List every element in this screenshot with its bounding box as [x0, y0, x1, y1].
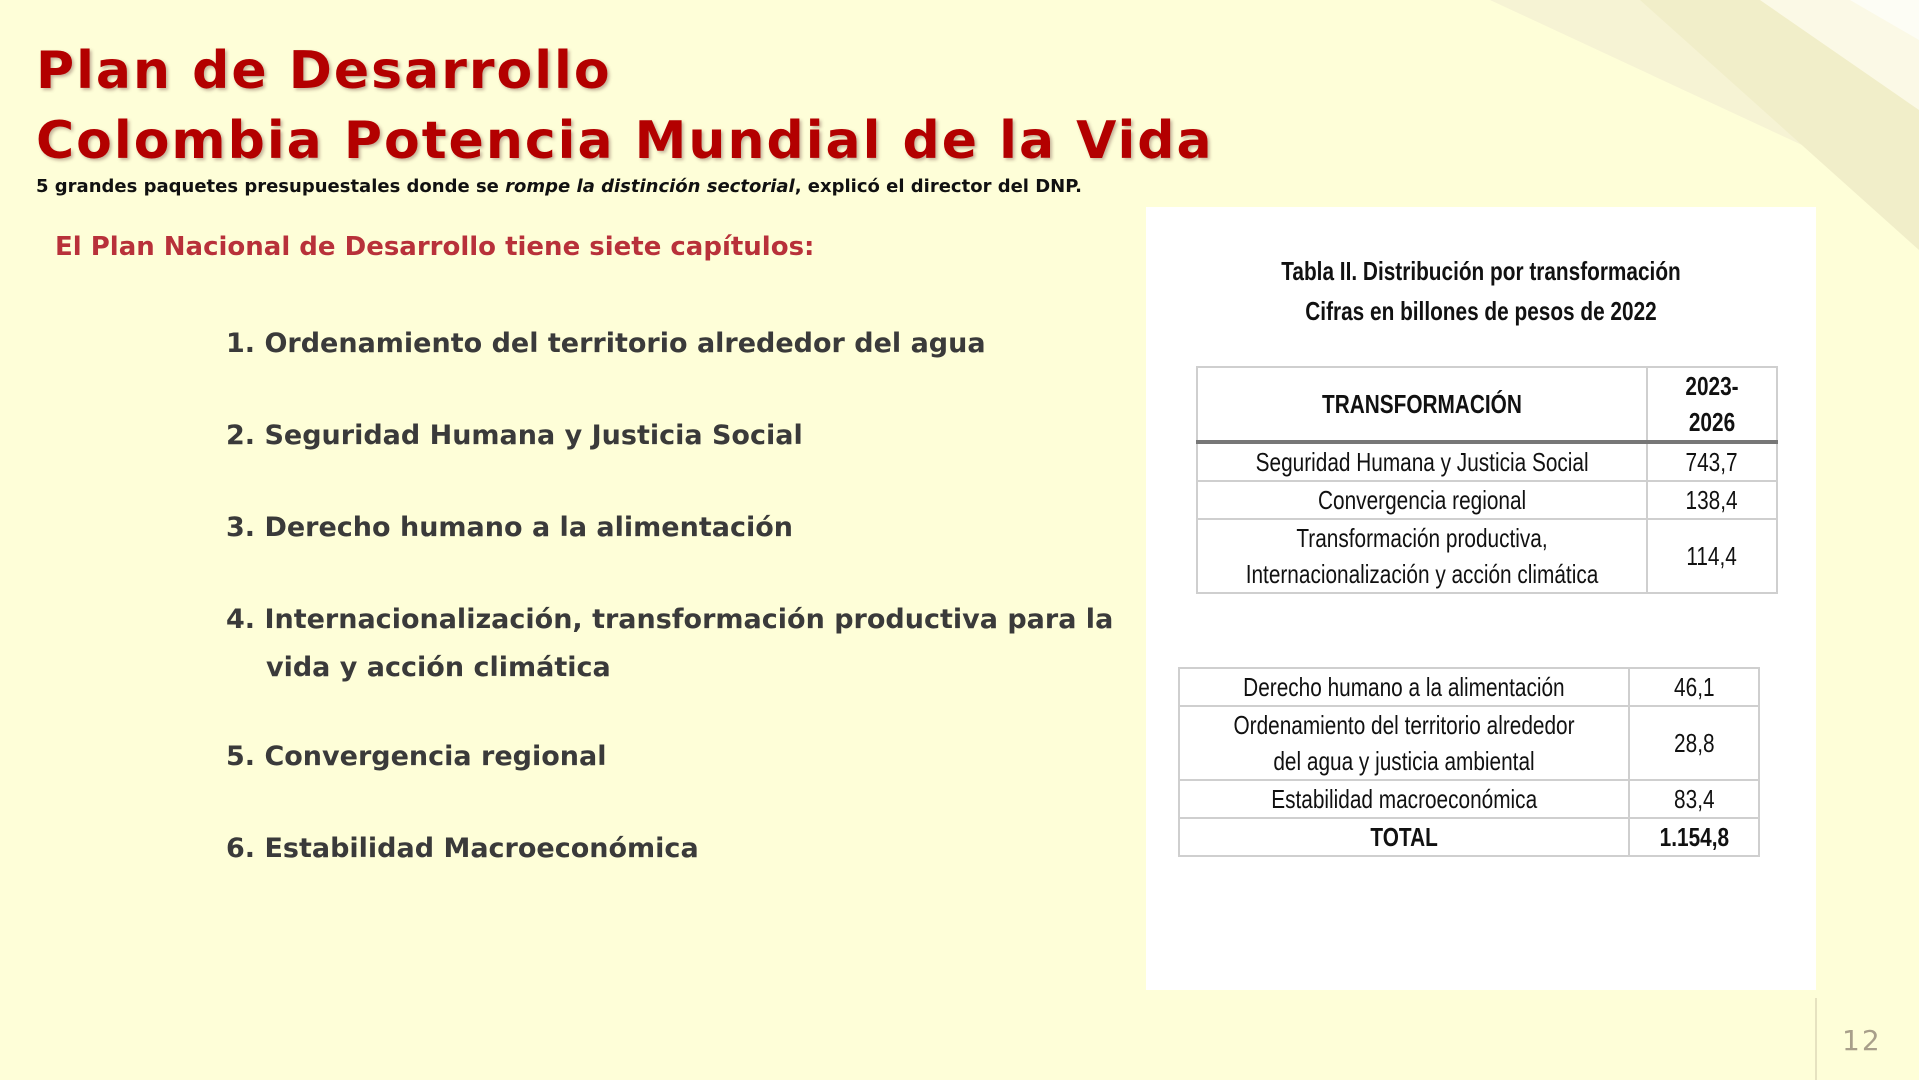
row-label: [1197, 481, 1647, 519]
row-value: [1647, 481, 1777, 519]
row-value-text: 138,4: [1685, 485, 1739, 515]
title-line-1: Plan de Desarrollo: [36, 41, 612, 101]
row-value-text: 83,4: [1673, 784, 1715, 814]
row-value-text: 46,1: [1673, 672, 1715, 702]
total-label: [1179, 818, 1629, 856]
row-label: [1179, 780, 1629, 818]
table-row: [1197, 442, 1777, 481]
subtitle-text-start: 5 grandes paquetes presupuestales donde se: [36, 176, 506, 197]
chapter-text: 6. Estabilidad Macroeconómica: [226, 833, 699, 864]
chapter-text: 2. Seguridad Humana y Justicia Social: [226, 420, 803, 451]
table-row: [1179, 706, 1759, 780]
table-caption-title: Tabla II. Distribución por transformación: [1281, 256, 1681, 286]
table-caption: [1213, 251, 1749, 331]
table-row: [1197, 481, 1777, 519]
page-number: 12: [1842, 1024, 1882, 1057]
header-transformation: [1197, 367, 1647, 442]
row-label-text: Seguridad Humana y Justicia Social: [1255, 447, 1589, 477]
title-line-2: Colombia Potencia Mundial de la Vida: [36, 111, 1214, 171]
row-value-text: 114,4: [1686, 541, 1738, 571]
subtitle-emphasis: rompe la distinción sectorial: [505, 176, 795, 197]
header-period-text: 2023-2026: [1685, 371, 1739, 437]
row-value: [1629, 706, 1759, 780]
chapter-text-continuation: vida y acción climática: [266, 652, 611, 683]
chapter-text: 3. Derecho humano a la alimentación: [226, 512, 793, 543]
table-row: [1179, 780, 1759, 818]
table-caption-units: Cifras en billones de pesos de 2022: [1305, 296, 1657, 326]
chapter-item: [226, 320, 986, 368]
chapter-text: 5. Convergencia regional: [226, 741, 607, 772]
row-label-text: Transformación productiva, Internacionalización y acción climática: [1245, 523, 1599, 589]
chapter-item: [226, 504, 793, 552]
total-label-text: TOTAL: [1370, 822, 1438, 852]
row-value-text: 28,8: [1673, 728, 1715, 758]
footer-divider: [1815, 998, 1817, 1080]
row-value: [1629, 780, 1759, 818]
chapters-intro: El Plan Nacional de Desarrollo tiene siete capítulos:: [55, 232, 815, 262]
transformation-table: [1196, 366, 1778, 594]
subtitle-text-end: , explicó el director del DNP.: [794, 176, 1082, 197]
row-value: [1629, 668, 1759, 706]
table-total-row: [1179, 818, 1759, 856]
row-label-text: Derecho humano a la alimentación: [1243, 672, 1565, 702]
table-row: [1197, 519, 1777, 593]
row-value-text: 743,7: [1685, 447, 1739, 477]
slide-title: [36, 36, 1214, 176]
header-transformation-text: TRANSFORMACIÓN: [1322, 389, 1522, 419]
row-label-text: Estabilidad macroeconómica: [1271, 784, 1537, 814]
chapter-item: [226, 596, 1113, 692]
header-period: [1647, 367, 1777, 442]
budget-table-image: [1146, 207, 1816, 990]
chapter-item: [226, 733, 606, 781]
row-label-text: Ordenamiento del territorio alrededor del agua y justicia ambiental: [1233, 710, 1575, 776]
chapter-item: [226, 412, 803, 460]
row-label: [1179, 668, 1629, 706]
table-header-row: [1197, 367, 1777, 442]
row-label: [1179, 706, 1629, 780]
row-label: [1197, 442, 1647, 481]
table-row: [1179, 668, 1759, 706]
row-label-text: Convergencia regional: [1317, 485, 1527, 515]
slide-subtitle: [36, 176, 1082, 197]
chapter-text: 4. Internacionalización, transformación productiva para la: [226, 604, 1114, 635]
total-value-text: 1.154,8: [1659, 822, 1729, 852]
row-value: [1647, 519, 1777, 593]
chapter-text: 1. Ordenamiento del territorio alrededor del agua: [226, 328, 986, 359]
chapter-item: [226, 825, 699, 873]
row-label: [1197, 519, 1647, 593]
row-value: [1647, 442, 1777, 481]
total-value: [1629, 818, 1759, 856]
transformation-table-continued: [1178, 667, 1760, 857]
